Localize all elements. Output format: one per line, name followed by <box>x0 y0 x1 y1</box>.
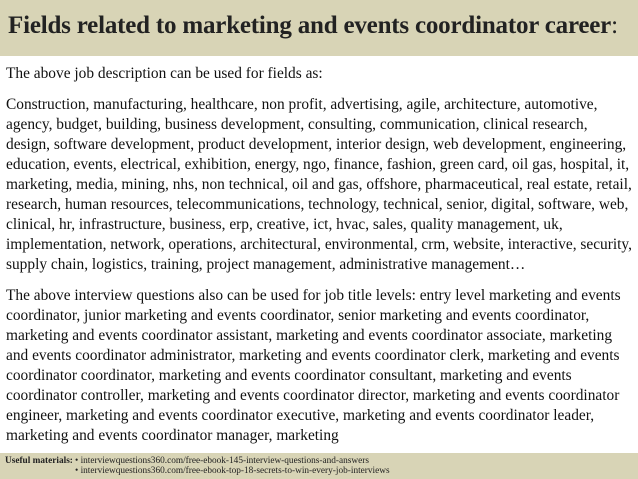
footer-link[interactable]: • interviewquestions360.com/free-ebook-145-interview-questions-and-answers <box>75 456 369 466</box>
page-title-text: Fields related to marketing and events coordinator career <box>8 12 612 39</box>
page-title <box>8 12 618 40</box>
footer-link[interactable]: • interviewquestions360.com/free-ebook-top-18-secrets-to-win-every-job-interviews <box>75 466 390 476</box>
page-title-colon: : <box>611 12 618 39</box>
footer-bar <box>0 453 638 479</box>
intro-text: The above job description can be used for fields as: <box>6 65 323 82</box>
footer-row <box>5 456 369 466</box>
useful-materials-label: Useful materials: <box>5 456 73 466</box>
content-area <box>6 64 634 446</box>
footer-row <box>5 466 390 476</box>
title-bar <box>0 0 638 56</box>
job-titles-paragraph: The above interview questions also can be used for job title levels: entry level marketing and events coordinator, junior marketing and events coordinator, senior marketing and events coordinator, marketing and events coordinator assistant, marketing and events coordinator associate, marketing and events coordinator administrator, marketing and events coordinator clerk, marketing and events coordinator coordinator, marketing and events coordinator consultant, marketing and events coordinator controller, marketing and events coordinator director, marketing and events coordinator engineer, marketing and events coordinator executive, marketing and events coordinator leader, marketing and events coordinator manager, marketing <box>6 287 621 444</box>
fields-paragraph: Construction, manufacturing, healthcare, non profit, advertising, agile, architecture, automotive, agency, budget, building, business development, consulting, communication, clinical research, design, software development, product development, interior design, web development, engineering, education, events, electrical, exhibition, energy, ngo, finance, fashion, green card, oil gas, hospital, it, marketing, media, mining, nhs, non technical, oil and gas, offshore, pharmaceutical, real estate, retail, research, human resources, telecommunications, technology, technical, senior, digital, software, web, clinical, hr, infrastructure, business, erp, creative, ict, hvac, sales, quality management, uk, implementation, network, operations, architectural, environmental, crm, website, interactive, security, supply chain, logistics, training, project management, administrative management… <box>6 96 632 273</box>
